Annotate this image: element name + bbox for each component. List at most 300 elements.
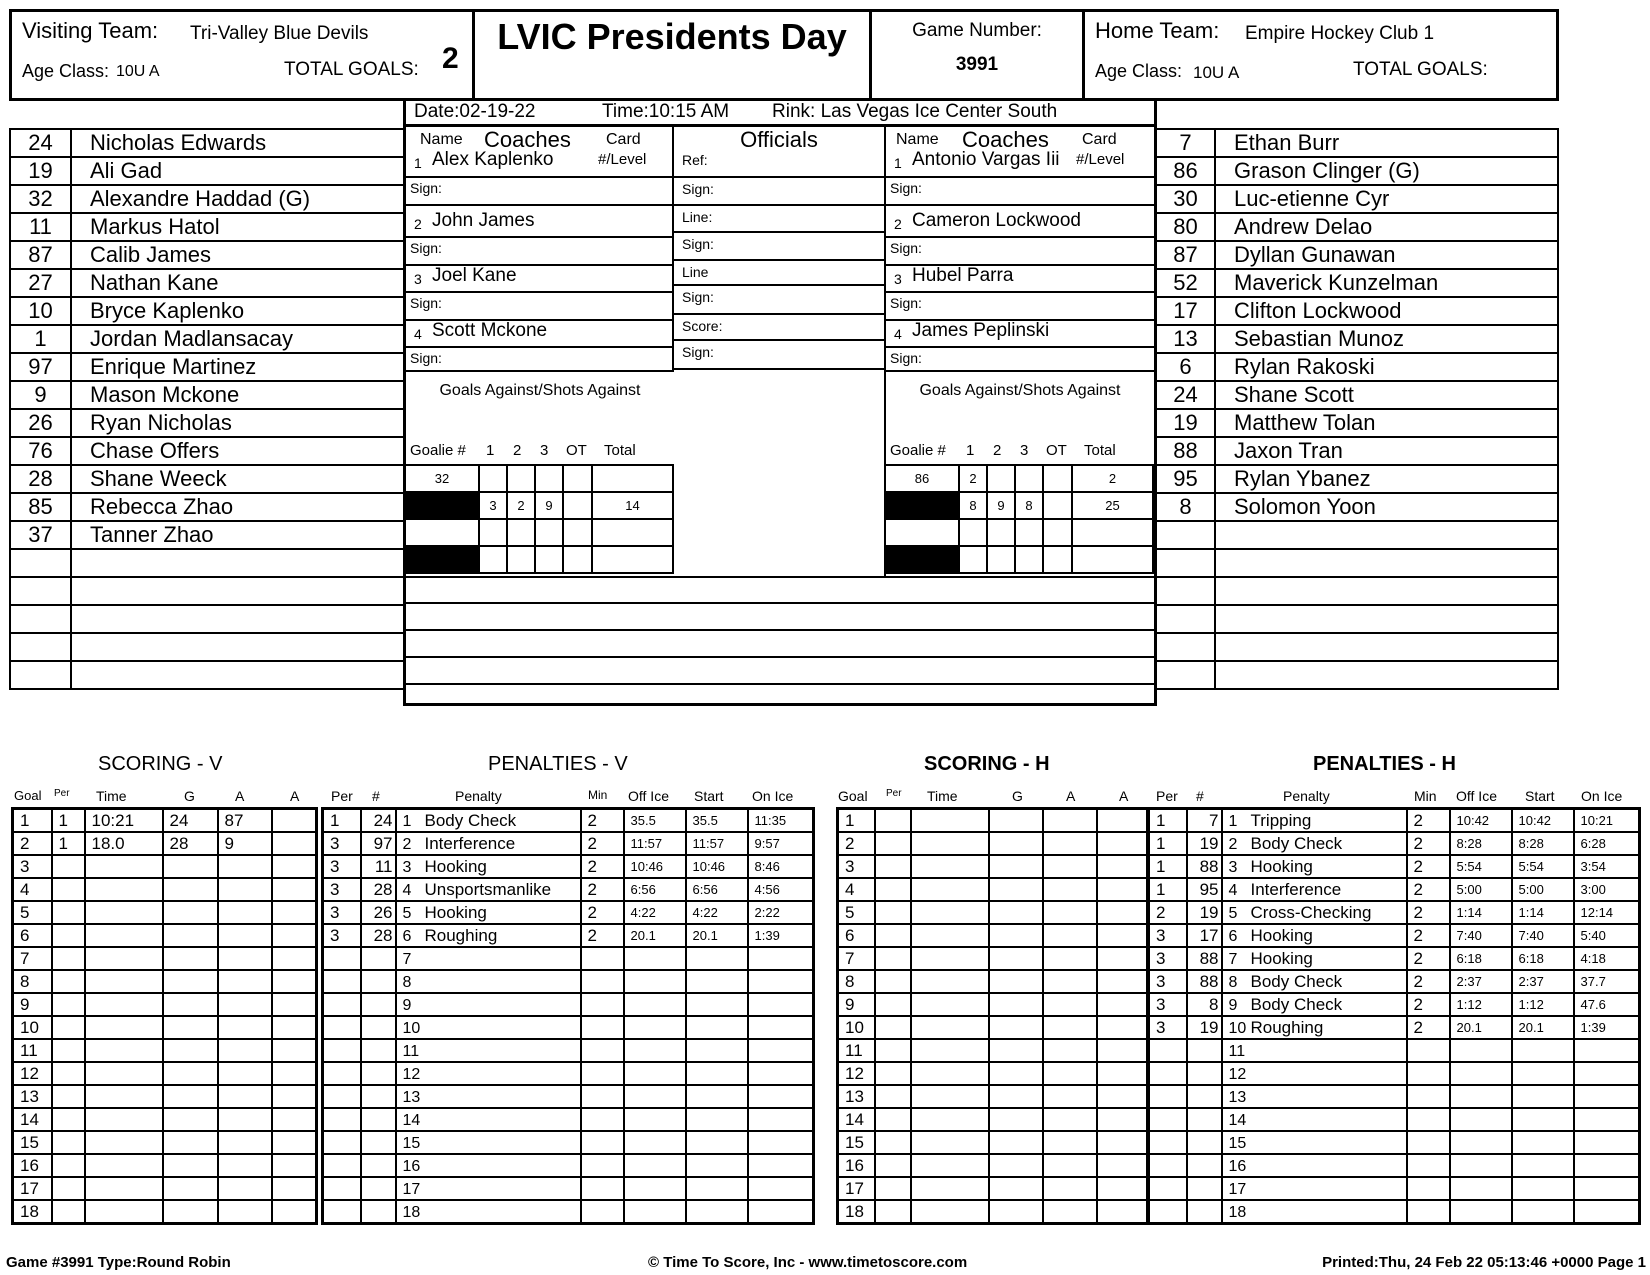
column-header: Time xyxy=(96,788,127,804)
penalty-index: 6 xyxy=(402,927,412,945)
scoring-g xyxy=(989,832,1043,855)
goalie-cell xyxy=(1072,546,1153,573)
visitor-team-label: Visiting Team: xyxy=(22,18,159,43)
penalty-on-ice xyxy=(748,1062,814,1085)
coach-name: Joel Kane xyxy=(432,265,517,286)
scoring-a2 xyxy=(272,1085,317,1108)
penalty-minutes xyxy=(581,1131,624,1154)
coach-name: Hubel Parra xyxy=(912,265,1014,286)
scoring-row xyxy=(838,1177,1148,1200)
penalty-name xyxy=(1222,878,1407,901)
penalty-name xyxy=(1222,1016,1407,1039)
penalty-type: Hooking xyxy=(1250,948,1313,968)
goal-number: 15 xyxy=(13,1131,52,1154)
coach-index: 3 xyxy=(894,271,902,287)
penalty-period xyxy=(323,993,361,1016)
coach-row xyxy=(406,264,672,290)
player-name: Jaxon Tran xyxy=(1215,437,1558,465)
shots-against-cell: 8 xyxy=(959,492,987,519)
penalty-name xyxy=(396,947,581,970)
player-number: 24 xyxy=(10,129,71,157)
scoring-g xyxy=(163,993,218,1016)
penalty-name xyxy=(1222,901,1407,924)
coach-index: 4 xyxy=(894,326,902,342)
penalty-type: Hooking xyxy=(1250,856,1313,876)
penalty-player-number xyxy=(1187,1039,1222,1062)
coach-sign-label: Sign: xyxy=(410,240,442,256)
penalty-player-number xyxy=(361,1154,396,1177)
scoring-time xyxy=(911,1016,989,1039)
penalty-off-ice xyxy=(624,1177,686,1200)
player-name: Rylan Ybanez xyxy=(1215,465,1558,493)
goal-number: 13 xyxy=(13,1085,52,1108)
penalty-index: 12 xyxy=(402,1065,421,1083)
roster-row xyxy=(1156,661,1558,689)
penalty-name xyxy=(396,855,581,878)
coach-sign-label: Sign: xyxy=(410,295,442,311)
scoring-a1 xyxy=(1043,1016,1097,1039)
penalty-index: 14 xyxy=(402,1111,421,1129)
penalty-on-ice: 8:46 xyxy=(748,855,814,878)
scoring-per xyxy=(875,947,911,970)
scoring-g xyxy=(163,1154,218,1177)
scoring-row xyxy=(838,809,1148,833)
penalty-player-number xyxy=(361,1016,396,1039)
roster-row xyxy=(10,241,404,269)
player-name: Calib James xyxy=(71,241,404,269)
penalty-on-ice xyxy=(748,993,814,1016)
player-number: 7 xyxy=(1156,129,1215,157)
scoring-row xyxy=(838,1039,1148,1062)
penalty-period: 3 xyxy=(323,832,361,855)
player-name: Matthew Tolan xyxy=(1215,409,1558,437)
penalty-start: 35.5 xyxy=(686,809,748,833)
penalty-row xyxy=(1149,947,1640,970)
coach-sign-label: Sign: xyxy=(890,180,922,196)
penalty-name xyxy=(396,1177,581,1200)
penalty-on-ice xyxy=(748,1108,814,1131)
scoring-time xyxy=(911,993,989,1016)
divider xyxy=(406,176,672,178)
scoring-a2 xyxy=(1097,1154,1148,1177)
goalie-col-header: 3 xyxy=(1020,442,1029,459)
penalty-row xyxy=(323,855,814,878)
penalty-period: 3 xyxy=(323,901,361,924)
player-number xyxy=(10,661,71,689)
roster-row xyxy=(1156,157,1558,185)
roster-row xyxy=(10,521,404,549)
penalty-index: 18 xyxy=(402,1203,421,1221)
scoring-time xyxy=(85,970,163,993)
penalty-start xyxy=(686,1131,748,1154)
penalty-index: 3 xyxy=(1228,858,1238,876)
goalie-empty-row xyxy=(885,519,1153,546)
scoring-a2 xyxy=(1097,1108,1148,1131)
column-header: Start xyxy=(694,788,724,804)
penalty-player-number xyxy=(1187,1085,1222,1108)
scoring-per xyxy=(875,1062,911,1085)
scoring-row xyxy=(838,970,1148,993)
scoring-per xyxy=(875,993,911,1016)
roster-row xyxy=(1156,633,1558,661)
player-name xyxy=(71,549,404,577)
penalty-start xyxy=(1512,1085,1574,1108)
column-header: G xyxy=(1012,788,1023,804)
penalty-off-ice xyxy=(624,1108,686,1131)
penalty-off-ice xyxy=(624,947,686,970)
roster-row xyxy=(10,185,404,213)
scoring-row xyxy=(13,809,317,833)
penalty-minutes: 2 xyxy=(1407,924,1450,947)
penalty-name xyxy=(396,1062,581,1085)
player-name: Alexandre Haddad (G) xyxy=(71,185,404,213)
scoring-row xyxy=(838,1200,1148,1224)
penalty-row xyxy=(1149,809,1640,833)
penalty-on-ice xyxy=(748,1016,814,1039)
scoring-time xyxy=(85,1039,163,1062)
goal-number: 12 xyxy=(13,1062,52,1085)
goalie-col-header: OT xyxy=(1046,442,1067,459)
penalty-start xyxy=(1512,1200,1574,1224)
penalty-on-ice: 3:00 xyxy=(1574,878,1640,901)
penalty-index: 1 xyxy=(402,812,412,830)
visitor-roster xyxy=(9,128,405,690)
scoring-time xyxy=(911,947,989,970)
penalty-period xyxy=(1149,1108,1187,1131)
coach-row xyxy=(886,264,1154,290)
game-info-bar xyxy=(403,99,1157,127)
player-name: Grason Clinger (G) xyxy=(1215,157,1558,185)
penalty-index: 7 xyxy=(1228,950,1238,968)
column-header: # xyxy=(1196,788,1204,804)
penalty-row xyxy=(323,1016,814,1039)
player-number xyxy=(1156,577,1215,605)
penalty-player-number: 8 xyxy=(1187,993,1222,1016)
scoring-per xyxy=(52,1154,85,1177)
scoring-row xyxy=(838,924,1148,947)
penalties-h-title: PENALTIES - H xyxy=(1313,753,1456,775)
penalty-on-ice: 47.6 xyxy=(1574,993,1640,1016)
penalty-row xyxy=(1149,1131,1640,1154)
player-number: 19 xyxy=(1156,409,1215,437)
goals-against-cell xyxy=(507,465,535,492)
scoring-per xyxy=(875,832,911,855)
roster-row xyxy=(10,605,404,633)
player-name: Sebastian Munoz xyxy=(1215,325,1558,353)
goalie-cell xyxy=(479,546,507,573)
goalie-cell xyxy=(563,519,592,546)
scoring-g xyxy=(989,924,1043,947)
penalty-index: 9 xyxy=(1228,996,1238,1014)
goal-number: 3 xyxy=(838,855,875,878)
penalty-row xyxy=(323,809,814,833)
penalty-row xyxy=(323,878,814,901)
player-number: 76 xyxy=(10,437,71,465)
goal-number: 11 xyxy=(838,1039,875,1062)
scoring-g xyxy=(989,1062,1043,1085)
penalty-minutes: 2 xyxy=(581,855,624,878)
divider xyxy=(406,346,672,348)
divider xyxy=(674,368,884,370)
scoring-v-table xyxy=(11,807,318,1225)
divider xyxy=(886,346,1154,348)
penalty-name xyxy=(1222,947,1407,970)
goal-number: 4 xyxy=(838,878,875,901)
penalty-period xyxy=(323,1131,361,1154)
coach-index: 1 xyxy=(894,155,902,171)
coach-row xyxy=(406,148,672,174)
coaches-card-header: Card xyxy=(1082,131,1117,148)
scoring-per xyxy=(52,947,85,970)
goalie-cell xyxy=(592,546,673,573)
scoring-g xyxy=(989,1177,1043,1200)
visitor-team-name: Tri-Valley Blue Devils xyxy=(190,23,369,44)
coach-row xyxy=(886,209,1154,235)
scoring-g xyxy=(989,1200,1043,1224)
scoring-a2 xyxy=(1097,1062,1148,1085)
penalty-row xyxy=(1149,1177,1640,1200)
scoring-time xyxy=(85,878,163,901)
penalty-index: 15 xyxy=(1228,1134,1247,1152)
scoring-a1 xyxy=(1043,970,1097,993)
player-number: 6 xyxy=(1156,353,1215,381)
roster-row xyxy=(1156,381,1558,409)
penalty-minutes: 2 xyxy=(581,924,624,947)
penalty-row xyxy=(1149,993,1640,1016)
player-name: Clifton Lockwood xyxy=(1215,297,1558,325)
scoring-per xyxy=(875,1085,911,1108)
scoring-a1 xyxy=(218,855,272,878)
penalty-player-number: 88 xyxy=(1187,970,1222,993)
footer-copyright: © Time To Score, Inc - www.timetoscore.com xyxy=(648,1254,968,1271)
penalty-name xyxy=(1222,970,1407,993)
scoring-a2 xyxy=(272,855,317,878)
roster-row xyxy=(10,157,404,185)
penalty-player-number xyxy=(361,970,396,993)
scoring-a1 xyxy=(218,1177,272,1200)
official-label: Sign: xyxy=(682,344,714,360)
goal-number: 15 xyxy=(838,1131,875,1154)
scoring-g xyxy=(163,947,218,970)
scoring-time xyxy=(911,878,989,901)
scoring-time xyxy=(85,1200,163,1224)
penalty-name xyxy=(396,970,581,993)
roster-row xyxy=(10,661,404,689)
scoring-a2 xyxy=(272,1154,317,1177)
scoring-time xyxy=(85,1131,163,1154)
player-number: 87 xyxy=(10,241,71,269)
shots-against-cell: 25 xyxy=(1072,492,1153,519)
scoring-row xyxy=(13,832,317,855)
coach-name: Alex Kaplenko xyxy=(432,149,554,170)
player-number: 87 xyxy=(1156,241,1215,269)
penalty-period xyxy=(323,1200,361,1224)
scoring-g xyxy=(163,970,218,993)
roster-row xyxy=(1156,241,1558,269)
scoring-g xyxy=(163,1108,218,1131)
penalty-name xyxy=(396,1039,581,1062)
player-number: 26 xyxy=(10,409,71,437)
penalty-row xyxy=(1149,878,1640,901)
penalty-name xyxy=(396,1016,581,1039)
roster-row xyxy=(1156,213,1558,241)
scoring-g xyxy=(989,1016,1043,1039)
scoring-a1 xyxy=(1043,993,1097,1016)
penalty-off-ice xyxy=(1450,1131,1512,1154)
column-header: Min xyxy=(1414,788,1437,804)
penalty-on-ice xyxy=(748,1177,814,1200)
penalty-minutes xyxy=(1407,1085,1450,1108)
goalie-empty-row xyxy=(405,546,673,573)
column-header: On Ice xyxy=(752,788,794,804)
scoring-time xyxy=(911,924,989,947)
penalty-start: 20.1 xyxy=(1512,1016,1574,1039)
penalties-v-title: PENALTIES - V xyxy=(488,753,628,775)
player-number: 19 xyxy=(10,157,71,185)
scoring-a2 xyxy=(1097,970,1148,993)
penalty-on-ice: 37.7 xyxy=(1574,970,1640,993)
player-number: 86 xyxy=(1156,157,1215,185)
player-name xyxy=(1215,633,1558,661)
penalty-period xyxy=(323,970,361,993)
penalty-index: 2 xyxy=(1228,835,1238,853)
goalie-col-header: Goalie # xyxy=(890,442,946,459)
scoring-row xyxy=(838,1085,1148,1108)
goal-number: 6 xyxy=(13,924,52,947)
penalty-period: 3 xyxy=(1149,947,1187,970)
penalty-on-ice xyxy=(748,1131,814,1154)
goalie-col-header: 3 xyxy=(540,442,549,459)
player-number: 28 xyxy=(10,465,71,493)
goals-against-cell xyxy=(479,465,507,492)
penalty-off-ice: 5:54 xyxy=(1450,855,1512,878)
penalty-period: 3 xyxy=(1149,970,1187,993)
penalty-index: 15 xyxy=(402,1134,421,1152)
scoring-a1 xyxy=(218,1200,272,1224)
player-name: Solomon Yoon xyxy=(1215,493,1558,521)
penalty-name xyxy=(1222,1177,1407,1200)
player-number: 13 xyxy=(1156,325,1215,353)
visitor-total-goals: 2 xyxy=(442,42,459,75)
penalty-start xyxy=(686,1016,748,1039)
coach-sign-label: Sign: xyxy=(410,180,442,196)
penalty-name xyxy=(1222,855,1407,878)
scoring-a2 xyxy=(1097,1131,1148,1154)
penalty-row xyxy=(1149,924,1640,947)
penalty-start xyxy=(686,947,748,970)
home-header xyxy=(1082,9,1559,101)
penalty-minutes xyxy=(581,1108,624,1131)
coach-index: 2 xyxy=(894,216,902,232)
penalty-index: 14 xyxy=(1228,1111,1247,1129)
penalty-period: 2 xyxy=(1149,901,1187,924)
goal-number: 5 xyxy=(838,901,875,924)
goal-number: 4 xyxy=(13,878,52,901)
scoring-per xyxy=(52,1177,85,1200)
scoring-a2 xyxy=(272,1108,317,1131)
penalty-off-ice xyxy=(1450,1108,1512,1131)
penalty-on-ice: 1:39 xyxy=(748,924,814,947)
visitor-goalie-table xyxy=(404,464,674,574)
scoring-per xyxy=(52,1131,85,1154)
penalty-player-number xyxy=(361,1108,396,1131)
scoring-g xyxy=(163,1039,218,1062)
penalty-off-ice: 6:56 xyxy=(624,878,686,901)
scoring-time xyxy=(911,1062,989,1085)
penalty-on-ice: 2:22 xyxy=(748,901,814,924)
penalty-off-ice xyxy=(624,1154,686,1177)
column-header: Start xyxy=(1525,788,1555,804)
shots-against-cell: 2 xyxy=(507,492,535,519)
scoring-time xyxy=(911,809,989,833)
roster-row xyxy=(10,129,404,157)
penalty-period xyxy=(1149,1131,1187,1154)
divider xyxy=(406,204,672,206)
penalty-start: 1:14 xyxy=(1512,901,1574,924)
scoring-per xyxy=(875,924,911,947)
penalty-index: 13 xyxy=(402,1088,421,1106)
penalty-index: 12 xyxy=(1228,1065,1247,1083)
scoring-row xyxy=(838,947,1148,970)
scoring-per xyxy=(52,855,85,878)
divider xyxy=(674,284,884,286)
penalty-off-ice xyxy=(1450,1154,1512,1177)
goal-number: 2 xyxy=(838,832,875,855)
player-number: 30 xyxy=(1156,185,1215,213)
penalty-row xyxy=(1149,855,1640,878)
penalty-type: Roughing xyxy=(424,925,498,945)
blackout-cell xyxy=(405,546,479,573)
scoring-row xyxy=(13,878,317,901)
scoring-per xyxy=(875,1131,911,1154)
penalty-start xyxy=(1512,1154,1574,1177)
goal-number: 9 xyxy=(838,993,875,1016)
divider xyxy=(674,204,884,206)
penalty-start xyxy=(686,1062,748,1085)
home-total-goals-label: TOTAL GOALS: xyxy=(1353,59,1488,80)
penalty-on-ice xyxy=(1574,1039,1640,1062)
goal-number: 16 xyxy=(13,1154,52,1177)
penalty-row xyxy=(323,1177,814,1200)
penalty-row xyxy=(1149,1062,1640,1085)
penalty-off-ice: 8:28 xyxy=(1450,832,1512,855)
penalty-off-ice xyxy=(1450,1062,1512,1085)
coach-row xyxy=(406,209,672,235)
penalty-minutes xyxy=(581,1039,624,1062)
penalty-period xyxy=(323,1154,361,1177)
coaches-level-header: #/Level xyxy=(1076,151,1125,168)
visitor-goalie-stats xyxy=(406,370,674,576)
event-title: LVIC Presidents Day xyxy=(497,16,847,57)
penalty-start xyxy=(1512,1039,1574,1062)
scoring-per xyxy=(52,1016,85,1039)
blackout-cell xyxy=(885,492,959,519)
goal-number: 12 xyxy=(838,1062,875,1085)
scoring-row xyxy=(838,878,1148,901)
player-name: Nathan Kane xyxy=(71,269,404,297)
penalty-on-ice: 3:54 xyxy=(1574,855,1640,878)
visitor-coaches xyxy=(406,126,674,370)
scoring-row xyxy=(13,993,317,1016)
goal-number: 1 xyxy=(838,809,875,833)
penalty-player-number xyxy=(361,993,396,1016)
roster-row xyxy=(1156,297,1558,325)
penalty-on-ice: 11:35 xyxy=(748,809,814,833)
player-name xyxy=(1215,605,1558,633)
scoring-a1 xyxy=(1043,1108,1097,1131)
penalty-name xyxy=(1222,832,1407,855)
scoring-a2 xyxy=(1097,1200,1148,1224)
